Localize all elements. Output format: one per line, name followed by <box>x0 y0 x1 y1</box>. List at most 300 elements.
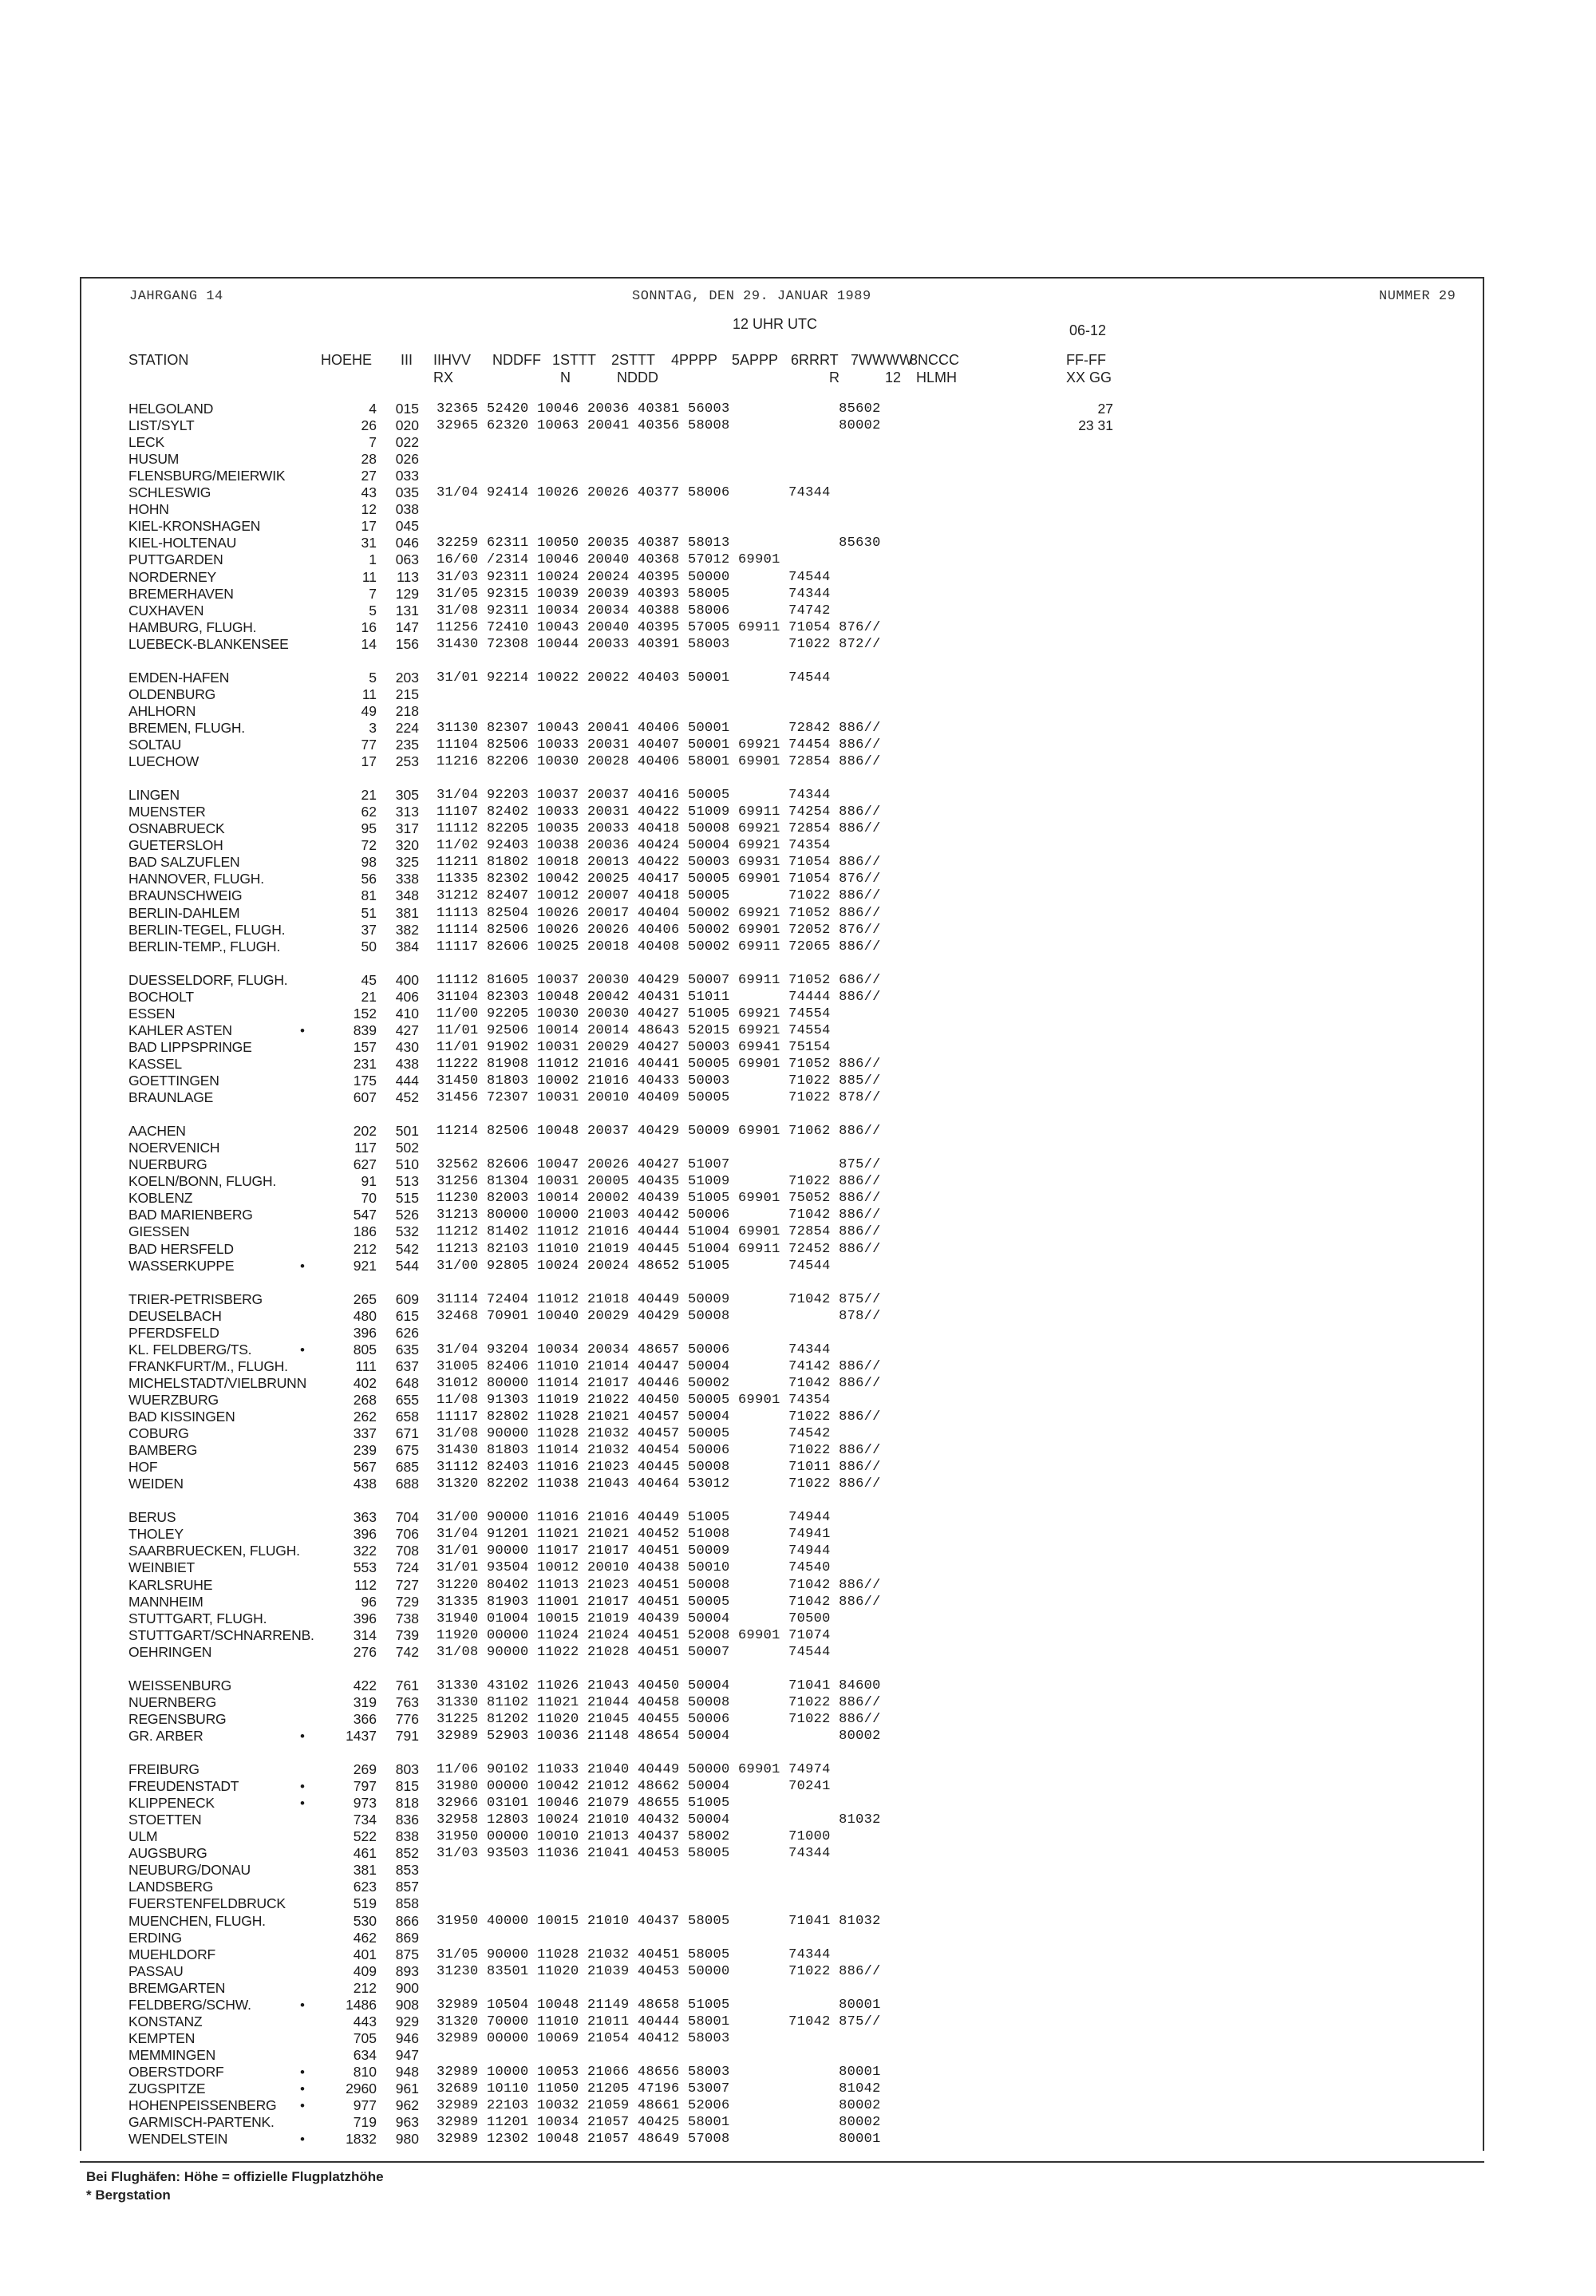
station-name: LUEBECK-BLANKENSEE <box>128 635 289 652</box>
station-height: 212 <box>353 1240 377 1257</box>
station-height: 547 <box>353 1207 377 1223</box>
table-row <box>0 720 1596 737</box>
mountain-station-mark: • <box>300 1997 305 2013</box>
station-name: NEUBURG/DONAU <box>128 1862 251 1879</box>
station-height: 337 <box>353 1425 377 1441</box>
observation-groups: 32689 10110 11050 21205 47196 53007 81042 <box>437 2081 881 2096</box>
station-height: 56 <box>361 871 377 887</box>
observation-groups: 32365 52420 10046 20036 40381 56003 85602 <box>437 401 881 417</box>
station-height: 2960 <box>346 2081 377 2096</box>
station-index: 406 <box>395 988 419 1005</box>
observation-groups: 32958 12803 10024 21010 40432 50004 81032 <box>437 1812 881 1828</box>
table-row <box>0 2030 1596 2047</box>
table-row <box>0 1409 1596 1425</box>
station-height: 26 <box>361 417 377 433</box>
station-index: 658 <box>395 1409 419 1425</box>
station-index: 147 <box>395 618 419 635</box>
observation-groups: 32259 62311 10050 20035 40387 58013 85630 <box>437 535 881 551</box>
station-height: 627 <box>353 1156 377 1173</box>
station-height: 91 <box>361 1173 377 1190</box>
station-name: KASSEL <box>128 1055 182 1072</box>
observation-groups: 31430 81803 11014 21032 40454 50006 71022 886// <box>437 1443 881 1459</box>
station-index: 542 <box>395 1240 419 1257</box>
mountain-station-mark: • <box>300 2132 305 2148</box>
station-index: 685 <box>395 1459 419 1476</box>
observation-groups: 11256 72410 10043 20040 40395 57005 69911 71054 876// <box>437 619 881 635</box>
station-index: 635 <box>395 1341 419 1357</box>
observation-groups: 31/08 90000 11022 21028 40451 50007 74544 <box>437 1644 831 1660</box>
table-row <box>0 401 1596 417</box>
station-index: 515 <box>395 1190 419 1207</box>
observation-groups: 31/03 92311 10024 20024 40395 50000 74544 <box>437 569 831 585</box>
station-index: 742 <box>395 1643 419 1660</box>
table-row <box>0 1156 1596 1173</box>
station-height: 117 <box>354 1140 377 1156</box>
station-height: 3 <box>369 719 377 736</box>
observation-groups: 31980 00000 10042 21012 48662 50004 70241 <box>437 1779 831 1795</box>
mountain-station-mark: • <box>300 2081 305 2096</box>
observation-groups: 31/05 90000 11028 21032 40451 58005 74344 <box>437 1946 831 1962</box>
table-row <box>0 804 1596 820</box>
col-7wwww-sub: 12 <box>885 369 902 385</box>
footnote-mountain: * Bergstation <box>86 2187 171 2203</box>
station-name: COBURG <box>128 1425 189 1441</box>
table-row <box>0 1862 1596 1879</box>
station-index: 305 <box>395 787 419 804</box>
station-index: 348 <box>395 887 419 904</box>
station-name: LINGEN <box>128 787 180 804</box>
station-height: 37 <box>361 921 377 938</box>
table-row <box>0 1711 1596 1728</box>
observation-groups: 11222 81908 11012 21016 40441 50005 69901 71052 886// <box>437 1056 881 1072</box>
observation-groups: 31456 72307 10031 20010 40409 50005 71022 878// <box>437 1090 881 1105</box>
station-index: 544 <box>395 1257 419 1274</box>
station-height: 96 <box>361 1593 377 1610</box>
station-height: 17 <box>361 518 377 535</box>
station-height: 438 <box>353 1476 377 1492</box>
station-height: 7 <box>369 585 377 602</box>
station-index: 203 <box>395 669 419 686</box>
station-height: 95 <box>361 820 377 837</box>
table-row <box>0 1997 1596 2013</box>
observation-groups: 11212 81402 11012 21016 40444 51004 69901 72854 886// <box>437 1224 881 1240</box>
station-index: 510 <box>395 1156 419 1173</box>
col-station: STATION <box>128 352 189 368</box>
table-row <box>0 703 1596 720</box>
station-index: 020 <box>395 417 419 433</box>
station-name: BAD LIPPSPRINGE <box>128 1038 252 1055</box>
observation-groups: 31104 82303 10048 20042 40431 51011 74444 886// <box>437 989 881 1005</box>
observation-groups: 11117 82802 11028 21021 40457 50004 71022 886// <box>437 1409 881 1425</box>
station-index: 866 <box>395 1912 419 1929</box>
station-name: PUTTGARDEN <box>128 551 223 568</box>
station-index: 626 <box>395 1324 419 1341</box>
station-height: 45 <box>361 971 377 988</box>
table-row <box>0 854 1596 871</box>
table-row <box>0 1594 1596 1610</box>
observation-groups: 11117 82606 10025 20018 40408 50002 69911 72065 886// <box>437 939 881 954</box>
col-ff: FF-FF <box>1066 352 1106 368</box>
observation-groups: 31320 70000 11010 21011 40444 58001 71042 875// <box>437 2013 881 2029</box>
table-row <box>0 1812 1596 1828</box>
table-row <box>0 1694 1596 1711</box>
observation-groups: 32989 52903 10036 21148 48654 50004 80002 <box>437 1728 881 1744</box>
station-height: 77 <box>361 737 377 753</box>
footnote-airport: Bei Flughäfen: Höhe = offizielle Flugplatzhöhe <box>86 2169 384 2184</box>
table-row <box>0 451 1596 468</box>
observation-groups: 31335 81903 11001 21017 40451 50005 71042 886// <box>437 1594 881 1610</box>
station-index: 776 <box>395 1710 419 1727</box>
station-index: 900 <box>395 1979 419 1996</box>
station-name: BAD KISSINGEN <box>128 1409 235 1425</box>
mountain-station-mark: • <box>300 1022 305 1038</box>
table-row <box>0 569 1596 586</box>
station-index: 218 <box>395 702 419 719</box>
station-height: 797 <box>353 1778 377 1795</box>
table-row <box>0 1308 1596 1325</box>
station-name: LIST/SYLT <box>128 417 195 433</box>
station-height: 623 <box>353 1879 377 1895</box>
station-index: 320 <box>395 837 419 854</box>
station-name: GARMISCH-PARTENK. <box>128 2114 275 2131</box>
station-height: 5 <box>369 602 377 618</box>
observation-groups: 31/01 90000 11017 21017 40451 50009 74944 <box>437 1543 831 1559</box>
station-name: KONSTANZ <box>128 2013 203 2029</box>
table-row <box>0 1140 1596 1156</box>
station-name: MUEHLDORF <box>128 1946 216 1962</box>
col-1sttt: 1STTT <box>552 352 597 368</box>
observation-groups: 31114 72404 11012 21018 40449 50009 71042 875// <box>437 1291 881 1307</box>
observation-groups: 11211 81802 10018 20013 40422 50003 69931 71054 886// <box>437 855 881 871</box>
issue-label: NUMMER 29 <box>1379 289 1456 304</box>
table-row <box>0 1291 1596 1308</box>
station-index: 727 <box>395 1576 419 1593</box>
station-index: 430 <box>395 1038 419 1055</box>
station-index: 063 <box>395 551 419 568</box>
station-name: HAMBURG, FLUGH. <box>128 618 257 635</box>
station-height: 157 <box>353 1038 377 1055</box>
table-row <box>0 1325 1596 1342</box>
observation-groups: 31/01 92214 10022 20022 40403 50001 74544 <box>437 670 831 686</box>
observation-groups: 32468 70901 10040 20029 40429 50008 878// <box>437 1308 881 1324</box>
table-row <box>0 922 1596 939</box>
station-index: 452 <box>395 1089 419 1105</box>
station-name: STUTTGART, FLUGH. <box>128 1610 267 1626</box>
observation-groups: 31005 82406 11010 21014 40447 50004 74142 886// <box>437 1358 881 1374</box>
observation-groups: 32989 00000 10069 21054 40412 58003 <box>437 2030 730 2046</box>
observation-groups: 31/04 93204 10034 20034 48657 50006 74344 <box>437 1342 831 1357</box>
station-height: 734 <box>353 1812 377 1828</box>
station-height: 519 <box>353 1895 377 1912</box>
table-row <box>0 1375 1596 1392</box>
table-row <box>0 2131 1596 2148</box>
table-row <box>0 535 1596 551</box>
station-index: 384 <box>395 938 419 954</box>
station-index: 156 <box>395 635 419 652</box>
observation-groups: 11113 82504 10026 20017 40404 50002 69921 71052 886// <box>437 905 881 921</box>
col-4pppp: 4PPPP <box>671 352 718 368</box>
observation-groups: 31225 81202 11020 21045 40455 50006 71022 886// <box>437 1711 881 1727</box>
station-name: BERUS <box>128 1509 176 1526</box>
observation-groups: 11114 82506 10026 20026 40406 50002 69901 72052 876// <box>437 922 881 938</box>
station-index: 948 <box>395 2064 419 2080</box>
table-row <box>0 586 1596 603</box>
station-height: 443 <box>353 2013 377 2029</box>
station-height: 5 <box>369 669 377 686</box>
station-name: NOERVENICH <box>128 1140 220 1156</box>
observation-groups: 31130 82307 10043 20041 40406 50001 72842 886// <box>437 720 881 736</box>
station-name: KOBLENZ <box>128 1190 193 1207</box>
station-index: 853 <box>395 1862 419 1879</box>
station-name: HUSUM <box>128 451 180 468</box>
station-height: 231 <box>353 1055 377 1072</box>
observation-groups: 32562 82606 10047 20026 40427 51007 875// <box>437 1157 881 1173</box>
station-height: 1486 <box>346 1996 377 2013</box>
station-name: WEIDEN <box>128 1476 184 1492</box>
station-name: KIEL-HOLTENAU <box>128 535 237 551</box>
observation-groups: 32965 62320 10063 20041 40356 58008 80002 <box>437 418 881 433</box>
station-name: FUERSTENFELDBRUCK <box>128 1895 286 1912</box>
table-row <box>0 737 1596 753</box>
station-height: 530 <box>353 1912 377 1929</box>
station-height: 1437 <box>346 1727 377 1744</box>
station-name: GOETTINGEN <box>128 1073 219 1089</box>
station-name: NUERNBERG <box>128 1693 217 1710</box>
station-height: 810 <box>353 2064 377 2080</box>
station-height: 553 <box>353 1559 377 1576</box>
observation-groups: 11920 00000 11024 21024 40451 52008 69901 71074 <box>437 1627 831 1643</box>
station-name: BAD HERSFELD <box>128 1240 234 1257</box>
station-height: 480 <box>353 1307 377 1324</box>
table-row <box>0 484 1596 501</box>
observation-groups: 11/08 91303 11019 21022 40450 50005 69901 74354 <box>437 1392 831 1408</box>
station-index: 532 <box>395 1223 419 1240</box>
observation-groups: 11335 82302 10042 20025 40417 50005 69901 71054 876// <box>437 871 881 887</box>
station-index: 946 <box>395 2029 419 2046</box>
station-height: 50 <box>361 938 377 954</box>
station-height: 262 <box>353 1409 377 1425</box>
observation-groups: 32966 03101 10046 21079 48655 51005 <box>437 1796 730 1812</box>
col-1sttt-sub: N <box>560 369 571 385</box>
station-height: 522 <box>353 1828 377 1845</box>
station-name: WUERZBURG <box>128 1391 219 1408</box>
table-row <box>0 1879 1596 1895</box>
station-name: OBERSTDORF <box>128 2064 224 2080</box>
station-height: 212 <box>353 1979 377 1996</box>
station-name: KLIPPENECK <box>128 1795 215 1812</box>
table-row <box>0 1559 1596 1576</box>
station-height: 268 <box>353 1391 377 1408</box>
station-name: KOELN/BONN, FLUGH. <box>128 1173 277 1190</box>
mountain-station-mark: • <box>300 1796 305 1812</box>
station-name: KL. FELDBERG/TS. <box>128 1341 252 1357</box>
station-name: OLDENBURG <box>128 686 216 702</box>
observation-groups: 31/00 92805 10024 20024 48652 51005 74544 <box>437 1258 831 1274</box>
table-row <box>0 989 1596 1006</box>
station-name: FREIBURG <box>128 1761 200 1777</box>
station-name: BOCHOLT <box>128 988 194 1005</box>
table-row <box>0 820 1596 837</box>
table-row <box>0 1476 1596 1492</box>
table-row <box>0 2064 1596 2081</box>
station-height: 409 <box>353 1962 377 1979</box>
station-index: 655 <box>395 1391 419 1408</box>
station-name: PASSAU <box>128 1962 184 1979</box>
station-name: REGENSBURG <box>128 1710 227 1727</box>
station-name: AHLHORN <box>128 702 196 719</box>
table-row <box>0 1358 1596 1375</box>
station-index: 739 <box>395 1626 419 1643</box>
station-height: 839 <box>353 1022 377 1038</box>
table-row <box>0 887 1596 904</box>
observation-groups: 31220 80402 11013 21023 40451 50008 71042 886// <box>437 1577 881 1593</box>
station-height: 462 <box>353 1929 377 1946</box>
table-row <box>0 1056 1596 1073</box>
observation-groups: 31320 82202 11038 21043 40464 53012 71022 886// <box>437 1476 881 1492</box>
station-index: 791 <box>395 1727 419 1744</box>
table-row <box>0 551 1596 568</box>
station-height: 70 <box>361 1190 377 1207</box>
station-name: STOETTEN <box>128 1812 202 1828</box>
table-row <box>0 1644 1596 1661</box>
station-name: HANNOVER, FLUGH. <box>128 871 264 887</box>
mountain-station-mark: • <box>300 1779 305 1795</box>
station-height: 81 <box>361 887 377 904</box>
mountain-station-mark: • <box>300 2065 305 2080</box>
station-index: 129 <box>395 585 419 602</box>
table-row <box>0 2114 1596 2131</box>
table-row <box>0 753 1596 770</box>
table-row <box>0 603 1596 619</box>
station-index: 400 <box>395 971 419 988</box>
station-name: GR. ARBER <box>128 1727 203 1744</box>
station-index: 526 <box>395 1207 419 1223</box>
station-height: 202 <box>353 1123 377 1140</box>
col-2sttt-sub: NDDD <box>617 369 658 385</box>
station-index: 215 <box>395 686 419 702</box>
station-index: 947 <box>395 2046 419 2063</box>
station-height: 14 <box>361 635 377 652</box>
station-name: LECK <box>128 434 164 451</box>
station-index: 729 <box>395 1593 419 1610</box>
table-row <box>0 1577 1596 1594</box>
station-index: 513 <box>395 1173 419 1190</box>
station-index: 962 <box>395 2097 419 2114</box>
mountain-station-mark: • <box>300 1342 305 1357</box>
station-name: DEUSELBACH <box>128 1307 222 1324</box>
station-index: 438 <box>395 1055 419 1072</box>
observation-groups: 31/03 93503 11036 21041 40453 58005 74344 <box>437 1846 831 1862</box>
station-name: KAHLER ASTEN <box>128 1022 232 1038</box>
col-5appp: 5APPP <box>732 352 779 368</box>
station-name: BERLIN-TEGEL, FLUGH. <box>128 921 286 938</box>
table-row <box>0 1190 1596 1207</box>
observation-groups: 11/02 92403 10038 20036 40424 50004 69921 74354 <box>437 838 831 854</box>
station-name: MANNHEIM <box>128 1593 203 1610</box>
observation-groups: 31/05 92315 10039 20039 40393 58005 74344 <box>437 586 831 602</box>
station-height: 12 <box>361 501 377 518</box>
station-height: 49 <box>361 702 377 719</box>
observation-groups: 32989 12302 10048 21057 48649 57008 80001 <box>437 2132 881 2148</box>
station-name: FREUDENSTADT <box>128 1778 239 1795</box>
station-name: LUECHOW <box>128 753 200 769</box>
station-index: 675 <box>395 1442 419 1459</box>
col-8nccc-sub: HLMH <box>916 369 958 385</box>
station-height: 21 <box>361 988 377 1005</box>
table-row <box>0 1258 1596 1274</box>
observation-groups: 31/04 92414 10026 20026 40377 58006 74344 <box>437 485 831 501</box>
station-height: 62 <box>361 804 377 820</box>
table-row <box>0 1778 1596 1795</box>
station-index: 838 <box>395 1828 419 1845</box>
station-height: 175 <box>353 1073 377 1089</box>
table-row <box>0 1610 1596 1627</box>
observation-groups: 31940 01004 10015 21019 40439 50004 70500 <box>437 1610 831 1626</box>
station-name: KARLSRUHE <box>128 1576 213 1593</box>
station-index: 609 <box>395 1290 419 1307</box>
station-name: BAD MARIENBERG <box>128 1207 253 1223</box>
station-height: 111 <box>355 1357 377 1374</box>
observation-groups: 32989 11201 10034 21057 40425 58001 80002 <box>437 2115 881 2131</box>
station-name: WASSERKUPPE <box>128 1257 235 1274</box>
observation-groups: 11/01 92506 10014 20014 48643 52015 69921 74554 <box>437 1022 831 1038</box>
station-height: 28 <box>361 451 377 468</box>
station-name: OSNABRUECK <box>128 820 225 837</box>
observation-groups: 31/08 90000 11028 21032 40457 50005 74542 <box>437 1426 831 1441</box>
table-row <box>0 468 1596 484</box>
station-index: 858 <box>395 1895 419 1912</box>
table-row <box>0 1073 1596 1089</box>
station-index: 908 <box>395 1996 419 2013</box>
wind-gust: 23 31 <box>1078 417 1113 433</box>
station-height: 72 <box>361 837 377 854</box>
col-8nccc: 8NCCC <box>910 352 960 368</box>
table-row <box>0 1913 1596 1930</box>
station-height: 17 <box>361 753 377 769</box>
wind-gust: 27 <box>1097 401 1113 417</box>
station-index: 648 <box>395 1374 419 1391</box>
station-index: 704 <box>395 1509 419 1526</box>
station-name: HELGOLAND <box>128 401 214 417</box>
observation-groups: 31330 81102 11021 21044 40458 50008 71022 886// <box>437 1694 881 1710</box>
station-name: MUENCHEN, FLUGH. <box>128 1912 266 1929</box>
col-ff-sub: XX GG <box>1066 369 1112 385</box>
station-index: 313 <box>395 804 419 820</box>
observation-groups: 11230 82003 10014 20002 40439 51005 69901 75052 886// <box>437 1191 881 1207</box>
station-index: 235 <box>395 737 419 753</box>
station-name: KEMPTEN <box>128 2029 196 2046</box>
observation-groups: 11107 82402 10033 20031 40422 51009 69911 74254 886// <box>437 804 881 820</box>
station-index: 961 <box>395 2081 419 2096</box>
observation-groups: 31/04 92203 10037 20037 40416 50005 74344 <box>437 788 831 804</box>
station-index: 724 <box>395 1559 419 1576</box>
table-row <box>0 2097 1596 2114</box>
station-name: SAARBRUECKEN, FLUGH. <box>128 1543 300 1559</box>
station-height: 51 <box>361 904 377 921</box>
table-row <box>0 1795 1596 1812</box>
observation-groups: 31230 83501 11020 21039 40453 50000 71022 886// <box>437 1963 881 1979</box>
station-height: 805 <box>353 1341 377 1357</box>
table-row <box>0 518 1596 535</box>
station-index: 671 <box>395 1425 419 1441</box>
station-height: 401 <box>353 1946 377 1962</box>
station-index: 688 <box>395 1476 419 1492</box>
station-name: ULM <box>128 1828 158 1845</box>
station-height: 11 <box>361 686 377 702</box>
col-hoehe: HOEHE <box>321 352 373 368</box>
col-iihvv: IIHVV <box>433 352 472 368</box>
observation-groups: 32989 10000 10053 21066 48656 58003 80001 <box>437 2065 881 2080</box>
